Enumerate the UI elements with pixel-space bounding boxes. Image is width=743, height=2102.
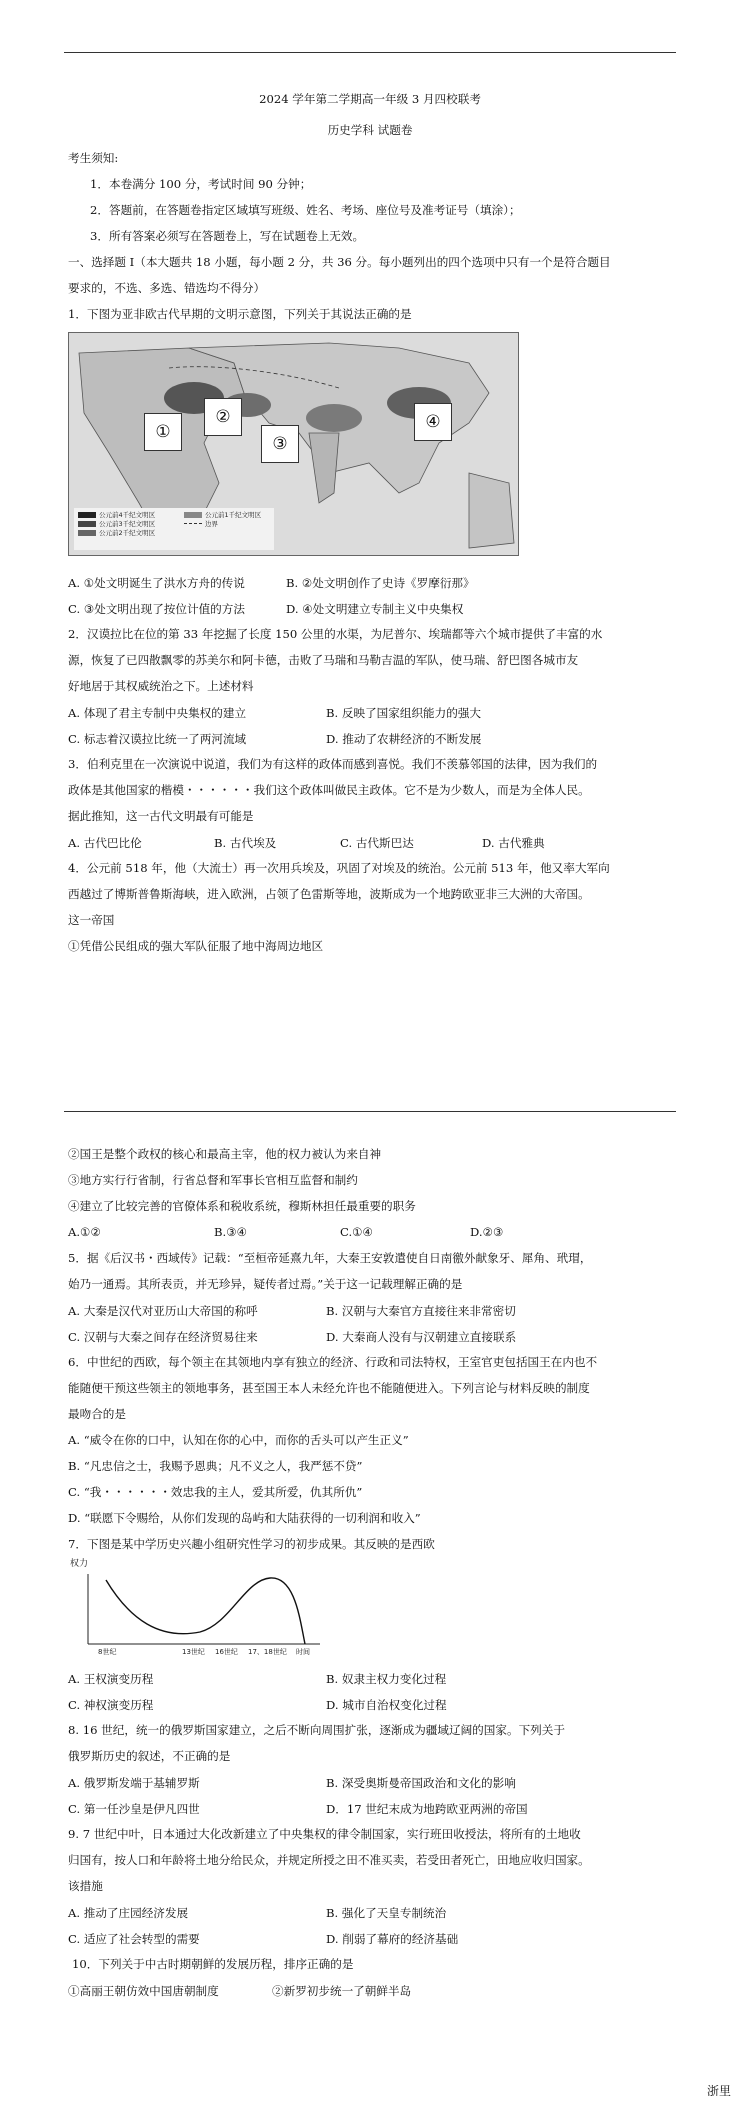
map-label-3: ③ (261, 425, 299, 463)
q7-power-chart (70, 1560, 330, 1660)
q6-stem-1: 6．中世纪的西欧，每个领主在其领地内享有独立的经济、行政和司法特权，王室官吏包括国王在内也不 (68, 1355, 598, 1369)
exam-subtitle: 历史学科 试题卷 (327, 123, 413, 137)
q7-chart-svg (70, 1560, 330, 1660)
top-rule (64, 52, 676, 53)
q5-stem-2: 始乃一通焉。其所表贡，并无珍异，疑传者过焉。”关于这一记载理解正确的是 (68, 1277, 463, 1291)
q3-option-d: D. 古代雅典 (482, 836, 545, 850)
footer-watermark: 浙里 (706, 2084, 731, 2098)
q7-stem: 7．下图是某中学历史兴趣小组研究性学习的初步成果。其反映的是西欧 (68, 1537, 435, 1551)
q4-stem-3: 这一帝国 (68, 913, 115, 927)
q6-stem-2: 能随便干预这些领主的领地事务，甚至国王本人未经允许也不能随便进入。下列言论与材料反映的制度 (68, 1381, 590, 1395)
section-1-line-2: 要求的，不选、多选、错选均不得分） (68, 281, 266, 295)
q7-xtick-5: 时间 (296, 1648, 310, 1656)
q2-option-d: D. 推动了农耕经济的不断发展 (326, 732, 482, 746)
q4-item-2: ②国王是整个政权的核心和最高主宰，他的权力被认为来自神 (68, 1147, 382, 1161)
q2-option-a: A. 体现了君主专制中央集权的建立 (68, 706, 247, 720)
q5-option-b: B. 汉朝与大秦官方直接往来非常密切 (326, 1304, 516, 1318)
map-label-1: ① (144, 413, 182, 451)
q4-stem-1: 4．公元前 518 年，他（大流士）再一次用兵埃及，巩固了对埃及的统治。公元前 513 年，他又率大军向 (68, 861, 610, 875)
legend-5: 边界 (205, 520, 218, 528)
q3-stem-3: 据此推知，这一古代文明最有可能是 (68, 809, 254, 823)
q1-option-b: B. ②处文明创作了史诗《罗摩衍那》 (286, 576, 475, 590)
q10-item-2: ②新罗初步统一了朝鲜半岛 (272, 1984, 412, 1998)
q9-option-d: D. 削弱了幕府的经济基础 (326, 1932, 459, 1946)
legend-1: 公元前4千纪文明区 (99, 511, 156, 519)
q7-option-d: D. 城市自治权变化过程 (326, 1698, 447, 1712)
q4-item-4: ④建立了比较完善的官僚体系和税收系统，穆斯林担任最重要的职务 (68, 1199, 416, 1213)
exam-title: 2024 学年第二学期高一年级 3 月四校联考 (259, 92, 481, 106)
q6-option-d: D. “联愿下令赐给，从你们发现的岛屿和大陆获得的一切利润和收入” (68, 1511, 421, 1525)
notice-item-1: 1．本卷满分 100 分，考试时间 90 分钟； (90, 177, 312, 191)
q1-stem: 1．下图为亚非欧古代早期的文明示意图，下列关于其说法正确的是 (68, 307, 412, 321)
legend-4: 公元前1千纪文明区 (205, 511, 262, 519)
q7-xtick-2: 13世纪 (182, 1648, 205, 1656)
page-break-rule (64, 1111, 676, 1112)
q9-option-a: A. 推动了庄园经济发展 (68, 1906, 189, 1920)
q3-option-b: B. 古代埃及 (214, 836, 277, 850)
q2-stem-2: 源，恢复了已四散飘零的苏美尔和阿卡德，击败了马瑞和马勒吉温的军队，使马瑞、舒巴图各城市友 (68, 653, 579, 667)
q8-stem-1: 8. 16 世纪，统一的俄罗斯国家建立，之后不断向周围扩张，逐渐成为疆域辽阔的国家。下列关于 (68, 1723, 565, 1737)
map-label-4: ④ (414, 403, 452, 441)
q8-stem-2: 俄罗斯历史的叙述，不正确的是 (68, 1749, 231, 1763)
ancient-civilization-map (68, 332, 519, 556)
map-label-2: ② (204, 398, 242, 436)
q5-option-c: C. 汉朝与大秦之间存在经济贸易往来 (68, 1330, 258, 1344)
q8-option-c: C. 第一任沙皇是伊凡四世 (68, 1802, 200, 1816)
q8-option-b: B. 深受奥斯曼帝国政治和文化的影响 (326, 1776, 516, 1790)
q4-item-3: ③地方实行行省制，行省总督和军事长官相互监督和制约 (68, 1173, 358, 1187)
q1-option-a: A. ①处文明诞生了洪水方舟的传说 (68, 576, 245, 590)
map-legend (74, 508, 274, 550)
q9-option-c: C. 适应了社会转型的需要 (68, 1932, 200, 1946)
q4-option-d: D.②③ (470, 1225, 504, 1239)
q8-option-a: A. 俄罗斯发端于基辅罗斯 (68, 1776, 200, 1790)
q6-option-b: B. “凡忠信之士，我赐予恩典；凡不义之人，我严惩不贷” (68, 1459, 363, 1473)
q3-option-a: A. 古代巴比伦 (68, 836, 142, 850)
q5-option-a: A. 大秦是汉代对亚历山大帝国的称呼 (68, 1304, 258, 1318)
q3-stem-2: 政体是其他国家的楷模・・・・・・我们这个政体叫做民主政体。它不是为少数人，而是为全体人民。 (68, 783, 590, 797)
q7-xtick-3: 16世纪 (215, 1648, 238, 1656)
q2-stem-1: 2．汉谟拉比在位的第 33 年挖掘了长度 150 公里的水渠，为尼普尔、埃瑞都等六个城市提供了丰富的水 (68, 627, 603, 641)
q10-item-1: ①高丽王朝仿效中国唐朝制度 (68, 1984, 219, 1998)
q5-option-d: D. 大秦商人没有与汉朝建立直接联系 (326, 1330, 517, 1344)
q4-option-c: C.①④ (340, 1225, 373, 1239)
q9-option-b: B. 强化了天皇专制统治 (326, 1906, 447, 1920)
q4-item-1: ①凭借公民组成的强大军队征服了地中海周边地区 (68, 939, 324, 953)
q4-option-a: A.①② (68, 1225, 101, 1239)
q1-option-c: C. ③处文明出现了按位计值的方法 (68, 602, 245, 616)
q2-option-b: B. 反映了国家组织能力的强大 (326, 706, 482, 720)
legend-3: 公元前2千纪文明区 (99, 529, 156, 537)
q7-xtick-4: 17、18世纪 (248, 1648, 287, 1656)
section-1-line-1: 一、选择题 I（本大题共 18 小题，每小题 2 分，共 36 分。每小题列出的四个选项中只有一个是符合题目 (68, 255, 611, 269)
q8-option-d: D．17 世纪末成为地跨欧亚两洲的帝国 (326, 1802, 528, 1816)
q9-stem-2: 归国有，按人口和年龄将土地分给民众，并规定所授之田不准买卖，若受田者死亡，田地应收归国家。 (68, 1853, 590, 1867)
q7-option-c: C. 神权演变历程 (68, 1698, 154, 1712)
q7-option-b: B. 奴隶主权力变化过程 (326, 1672, 447, 1686)
q7-option-a: A. 王权演变历程 (68, 1672, 154, 1686)
q5-stem-1: 5．据《后汉书・西域传》记载：“至桓帝延熹九年，大秦王安敦遣使自日南徼外献象牙、犀角、玳瑁， (68, 1251, 592, 1265)
q6-option-a: A. “威令在你的口中，认知在你的心中，而你的舌头可以产生正义” (68, 1433, 409, 1447)
q10-stem: 10．下列关于中古时期朝鲜的发展历程，排序正确的是 (72, 1957, 354, 1971)
notice-heading: 考生须知: (68, 151, 119, 165)
q6-option-c: C. “我・・・・・・效忠我的主人，爱其所爱，仇其所仇” (68, 1485, 363, 1499)
q1-option-d: D. ④处文明建立专制主义中央集权 (286, 602, 464, 616)
notice-item-3: 3．所有答案必须写在答题卷上，写在试题卷上无效。 (90, 229, 365, 243)
q3-option-c: C. 古代斯巴达 (340, 836, 414, 850)
legend-2: 公元前3千纪文明区 (99, 520, 156, 528)
q9-stem-1: 9. 7 世纪中叶，日本通过大化改新建立了中央集权的律令制国家，实行班田收授法，将所有的土地收 (68, 1827, 581, 1841)
q7-xtick-1: 8世纪 (98, 1648, 117, 1656)
q6-stem-3: 最吻合的是 (68, 1407, 126, 1421)
q2-stem-3: 好地居于其权威统治之下。上述材料 (68, 679, 254, 693)
q3-stem-1: 3．伯利克里在一次演说中说道，我们为有这样的政体而感到喜悦。我们不羡慕邻国的法律，因为我们的 (68, 757, 598, 771)
q7-chart-ylabel: 权力 (70, 1559, 89, 1569)
q4-stem-2: 西越过了博斯普鲁斯海峡，进入欧洲，占领了色雷斯等地，波斯成为一个地跨欧亚非三大洲的大帝国。 (68, 887, 590, 901)
notice-item-2: 2．答题前，在答题卷指定区域填写班级、姓名、考场、座位号及准考证号（填涂）； (90, 203, 521, 217)
q4-option-b: B.③④ (214, 1225, 247, 1239)
q2-option-c: C. 标志着汉谟拉比统一了两河流域 (68, 732, 247, 746)
q9-stem-3: 该措施 (68, 1879, 103, 1893)
